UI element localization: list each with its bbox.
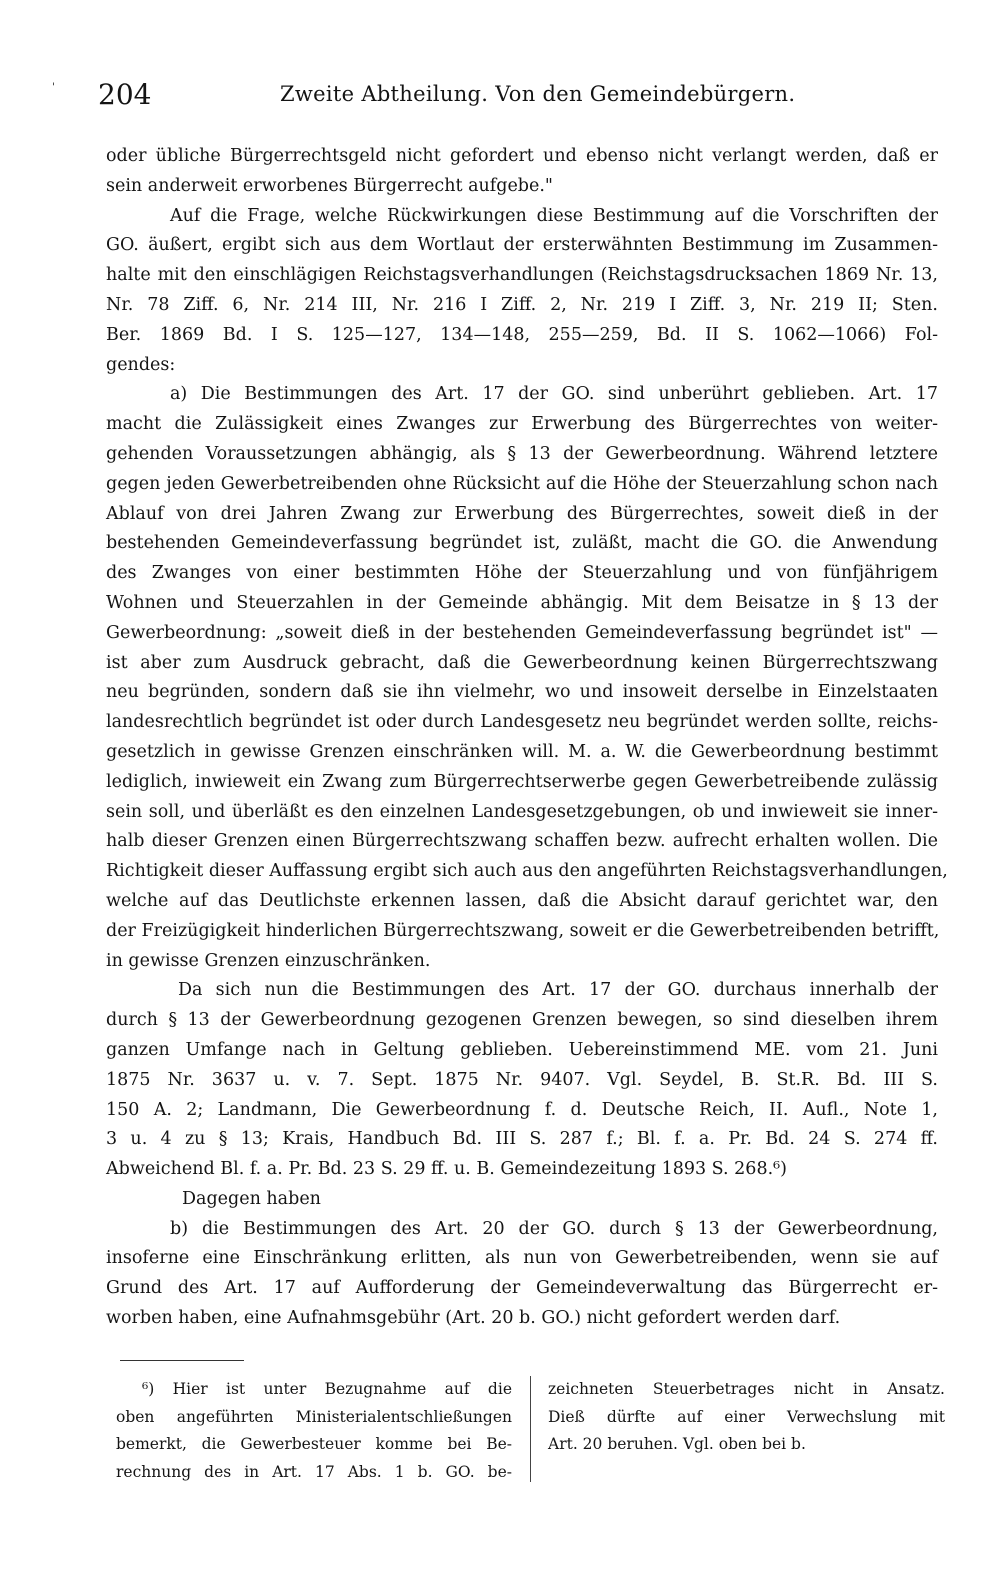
text-line: neu begründen, sondern daß sie ihn vielmehr, wo und insoweit derselbe in Einzelstaaten <box>106 682 938 703</box>
footnote-line: Dieß dürfte auf einer Verwechslung mit <box>548 1407 945 1426</box>
text-line: Ber. 1869 Bd. I S. 125—127, 134—148, 255—259, Bd. II S. 1062—1066) Fol- <box>106 324 938 345</box>
text-line: lediglich, inwieweit ein Zwang zum Bürgerrechtserwerbe gegen Gewerbetreibende zulässig <box>106 771 938 792</box>
footnote-line: ⁶) Hier ist unter Bezugnahme auf die <box>142 1380 512 1398</box>
text-line: ist aber zum Ausdruck gebracht, daß die Gewerbeordnung keinen Bürgerrechtszwang <box>106 652 938 673</box>
text-line: halte mit den einschlägigen Reichstagsverhandlungen (Reichstagsdrucksachen 1869 Nr. 13, <box>106 265 938 286</box>
footnote-line: bemerkt, die Gewerbesteuer komme bei Be- <box>116 1435 512 1453</box>
text-line: Ablauf von drei Jahren Zwang zur Erwerbung des Bürgerrechtes, soweit dieß in der <box>106 503 938 524</box>
text-line: gegen jeden Gewerbetreibenden ohne Rücksicht auf die Höhe der Steuerzahlung schon nach <box>106 473 938 494</box>
footnote-column-left <box>116 1376 512 1486</box>
footnote-line: oben angeführten Ministerialentschließungen <box>116 1407 512 1426</box>
text-line: Dagegen haben <box>182 1188 321 1209</box>
running-head: Zweite Abtheilung. Von den Gemeindebürgern. <box>280 82 796 106</box>
footnote-line: Art. 20 beruhen. Vgl. oben bei b. <box>548 1435 806 1453</box>
text-line: a) Die Bestimmungen des Art. 17 der GO. sind unberührt geblieben. Art. 17 <box>170 384 938 405</box>
text-line: Gewerbeordnung: „soweit dieß in der bestehenden Gemeindeverfassung begründet ist" — <box>106 622 938 643</box>
footnote-column-right <box>548 1376 945 1459</box>
text-line: Da sich nun die Bestimmungen des Art. 17 der GO. durchaus innerhalb der <box>178 980 938 1001</box>
footnote-column-divider <box>530 1376 531 1482</box>
margin-mark: ' <box>52 82 55 93</box>
text-line: ganzen Umfange nach in Geltung geblieben. Uebereinstimmend ME. vom 21. Juni <box>106 1039 938 1060</box>
text-line: sein soll, und überläßt es den einzelnen Landesgesetzgebungen, ob und inwieweit sie inner- <box>106 801 938 822</box>
footnote-line: rechnung des in Art. 17 Abs. 1 b. GO. be- <box>116 1462 512 1481</box>
page-header <box>98 78 943 112</box>
text-line: gesetzlich in gewisse Grenzen einschränken will. M. a. W. die Gewerbeordnung bestimmt <box>106 741 938 762</box>
text-line: 1875 Nr. 3637 u. v. 7. Sept. 1875 Nr. 9407. Vgl. Seydel, B. St.R. Bd. III S. <box>106 1069 938 1090</box>
text-line: sein anderweit erworbenes Bürgerrecht aufgebe." <box>106 175 553 196</box>
text-line: 150 A. 2; Landmann, Die Gewerbeordnung f. d. Deutsche Reich, II. Aufl., Note 1, <box>106 1099 938 1120</box>
text-line: des Zwanges von einer bestimmten Höhe der Steuerzahlung und von fünfjährigem <box>106 563 938 584</box>
footnote-line: zeichneten Steuerbetrages nicht in Ansatz. <box>548 1380 945 1398</box>
page-number: 204 <box>98 78 152 111</box>
text-line: der Freizügigkeit hinderlichen Bürgerrechtszwang, soweit er die Gewerbetreibenden betrifft, <box>106 920 940 941</box>
text-line: bestehenden Gemeindeverfassung begründet ist, zuläßt, macht die GO. die Anwendung <box>106 533 938 554</box>
text-line: macht die Zulässigkeit eines Zwanges zur Erwerbung des Bürgerrechtes von weiter- <box>106 414 938 435</box>
text-line: oder übliche Bürgerrechtsgeld nicht gefordert und ebenso nicht verlangt werden, daß er <box>106 146 938 166</box>
text-line: Grund des Art. 17 auf Aufforderung der Gemeindeverwaltung das Bürgerrecht er- <box>106 1278 938 1299</box>
text-line: GO. äußert, ergibt sich aus dem Wortlaut der ersterwähnten Bestimmung im Zusammen- <box>106 235 938 256</box>
body-text <box>106 142 948 1334</box>
text-line: welche auf das Deutlichste erkennen lassen, daß die Absicht darauf gerichtet war, den <box>106 890 938 911</box>
text-line: Wohnen und Steuerzahlen in der Gemeinde abhängig. Mit dem Beisatze in § 13 der <box>106 592 938 613</box>
text-line: landesrechtlich begründet ist oder durch Landesgesetz neu begründet werden sollte, reichs- <box>106 712 938 733</box>
text-line: gendes: <box>106 354 176 375</box>
footnote-rule <box>120 1360 244 1361</box>
text-line: halb dieser Grenzen einen Bürgerrechtszwang schaffen bezw. aufrecht erhalten wollen. Die <box>106 831 938 852</box>
text-line: worben haben, eine Aufnahmsgebühr (Art. 20 b. GO.) nicht gefordert werden darf. <box>106 1308 841 1329</box>
text-line: Richtigkeit dieser Auffassung ergibt sich auch aus den angeführten Reichstagsverhandlungen, <box>106 861 948 882</box>
text-line: b) die Bestimmungen des Art. 20 der GO. durch § 13 der Gewerbeordnung, <box>170 1218 938 1239</box>
text-line: gehenden Voraussetzungen abhängig, als § 13 der Gewerbeordnung. Während letztere <box>106 443 938 464</box>
text-line: insoferne eine Einschränkung erlitten, als nun von Gewerbetreibenden, wenn sie auf <box>106 1248 938 1269</box>
text-line: Auf die Frage, welche Rückwirkungen diese Bestimmung auf die Vorschriften der <box>170 205 938 226</box>
text-line: in gewisse Grenzen einzuschränken. <box>106 950 431 971</box>
text-line: Nr. 78 Ziff. 6, Nr. 214 III, Nr. 216 I Ziff. 2, Nr. 219 I Ziff. 3, Nr. 219 II; Sten. <box>106 294 938 315</box>
text-line: 3 u. 4 zu § 13; Krais, Handbuch Bd. III S. 287 f.; Bl. f. a. Pr. Bd. 24 S. 274 ff. <box>106 1129 938 1150</box>
text-line: durch § 13 der Gewerbeordnung gezogenen Grenzen bewegen, so sind dieselben ihrem <box>106 1010 938 1031</box>
text-line: Abweichend Bl. f. a. Pr. Bd. 23 S. 29 ff. u. B. Gemeindezeitung 1893 S. 268.⁶) <box>106 1159 787 1180</box>
